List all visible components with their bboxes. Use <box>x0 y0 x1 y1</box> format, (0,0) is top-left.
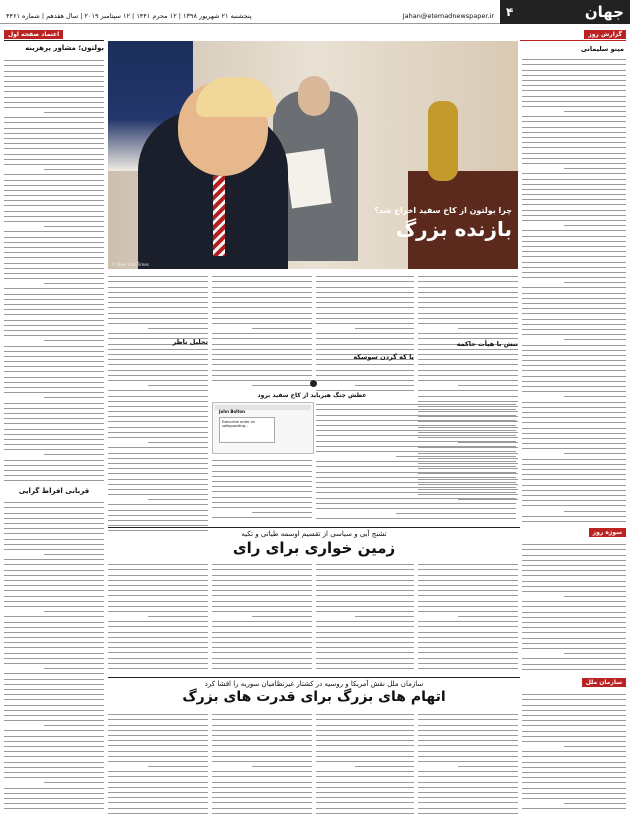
mid-subhead-3: تحلیل ناظر <box>172 338 208 346</box>
lead-headline: بازنده بزرگ <box>395 217 512 241</box>
text-line <box>4 476 104 481</box>
story2-col-5 <box>108 560 208 670</box>
text-line <box>316 809 414 814</box>
story3-col-3 <box>316 710 414 814</box>
story3-col-2 <box>418 710 518 814</box>
story2-kicker: تشنج آبی و سیاسی از تقسیم اوسمه طیاتی و تکیه <box>241 530 387 538</box>
tweet-name: John Bolton <box>219 409 245 414</box>
text-line <box>212 664 312 669</box>
text-line <box>252 381 312 386</box>
papers-shape <box>284 148 331 208</box>
story2-col-1 <box>522 540 626 670</box>
section-title: جهان <box>584 3 624 21</box>
mid-caption: عطش جنگ هیرباید از کاخ سفید برود <box>257 392 367 399</box>
lead-photo <box>108 41 518 269</box>
story2-col-4 <box>212 560 312 670</box>
mid-subhead-2: تنش با هیأت حاکمه <box>456 340 518 348</box>
text-line <box>316 386 414 391</box>
story2-tag: سوژه روز <box>589 528 626 537</box>
story2-headline: زمین خواری برای رای <box>232 539 396 557</box>
right-column-body <box>522 55 626 525</box>
left-column-tag: اعتماد صفحه اول <box>4 30 63 39</box>
text-line <box>522 517 626 522</box>
left-column-body-2 <box>4 498 104 814</box>
text-line <box>4 804 104 809</box>
bolton-head <box>298 76 330 116</box>
tie-shape <box>213 176 225 256</box>
lead-headline-block <box>374 206 512 241</box>
tweet-text: Executive order on safeguarding... <box>219 417 275 443</box>
left-column-title: بولتون؛ مشاور پرهزینه <box>25 44 104 52</box>
left-column-rule <box>4 40 104 41</box>
text-line <box>108 809 208 814</box>
mid-col-b <box>316 272 414 392</box>
left-column-body <box>4 56 104 484</box>
right-column-author: مینو سلیمانی <box>580 45 624 53</box>
text-line <box>316 514 516 519</box>
story3-rule <box>108 677 520 678</box>
story2-rule <box>108 527 520 528</box>
story3-col-1 <box>522 690 626 814</box>
story2-col-3 <box>316 560 414 670</box>
right-column-tag: گزارش روز <box>584 30 626 39</box>
story3-col-4 <box>212 710 312 814</box>
text-line <box>212 513 312 518</box>
story3-col-5 <box>108 710 208 814</box>
mid-col-f <box>212 456 312 520</box>
right-column-rule <box>520 40 626 41</box>
page-header <box>0 0 630 24</box>
photo-credit: © New York Times <box>112 262 149 267</box>
text-line <box>316 664 414 669</box>
mid-col-e <box>316 400 516 520</box>
text-line <box>522 665 626 670</box>
text-line <box>522 804 626 809</box>
page-number: ۴ <box>506 5 514 19</box>
story2-col-2 <box>418 560 518 670</box>
mid-subhead-1: با که گردن سوسکه <box>353 353 414 361</box>
story3-head <box>108 680 520 705</box>
email: Jahan@etemadnewspaper.ir <box>402 12 494 20</box>
story3-headline: اتهام های بزرگ برای قدرت های بزرگ <box>182 689 446 705</box>
tweet-screenshot <box>212 402 314 454</box>
story2-head <box>108 530 520 557</box>
text-line <box>212 809 312 814</box>
vase-shape <box>428 101 458 181</box>
story3-tag: سازمان ملل <box>582 678 626 687</box>
text-line <box>418 809 518 814</box>
text-line <box>418 664 518 669</box>
story3-kicker: سازمان ملل نقش آمریکا و روسیه در کشتار غیرنظامیان سوریه را افشا کرد <box>204 680 424 688</box>
dateline: پنجشنبه ۲۱ شهریور ۱۳۹۸ | ۱۲ محرم ۱۴۴۱ | ۱۲ سپتامبر ۲۰۱۹ | سال هفدهم | شماره ۴۴۶۱ <box>6 12 252 20</box>
lead-kicker: چرا بولتون از کاخ سفید اخراج شد؟ <box>374 206 512 215</box>
mid-col-d <box>108 272 208 532</box>
section-banner <box>500 0 630 24</box>
bullet-dot <box>310 380 317 387</box>
text-line <box>108 664 208 669</box>
header-info <box>0 0 500 24</box>
left-column-second-title: قربانی افراط گرایی <box>18 487 90 495</box>
mid-col-c <box>212 272 312 390</box>
